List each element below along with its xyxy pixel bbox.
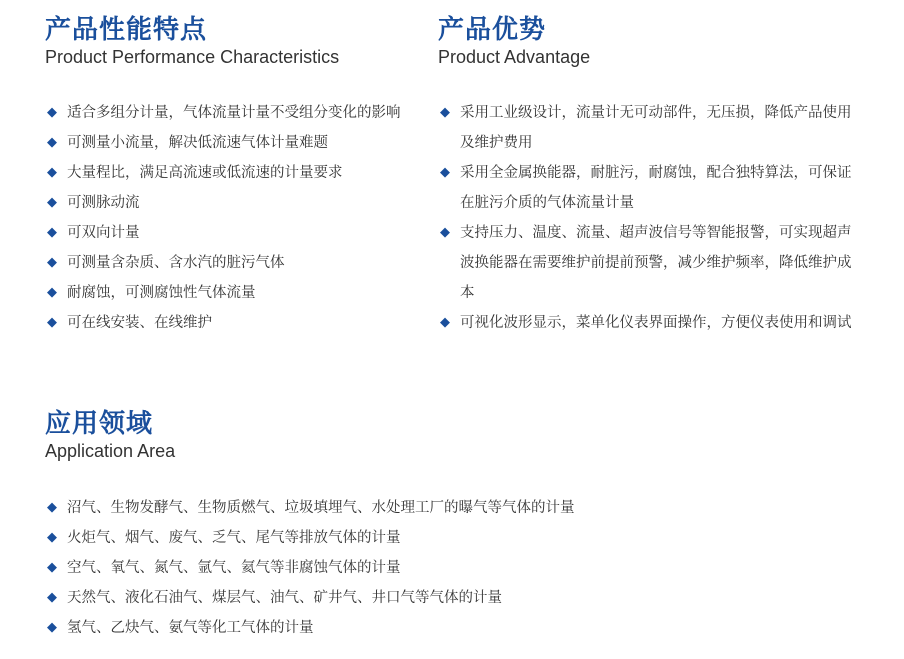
diamond-bullet-icon: ◆ [47,620,57,635]
list-item [47,493,847,523]
list-item [47,188,417,218]
diamond-bullet-icon: ◆ [440,225,450,240]
list-item [440,308,852,338]
list-item-text: 支持压力、温度、流量、超声波信号等智能报警，可实现超声波换能器在需要维护前提前预警，减少维护频率，降低维护成本 [460,225,852,301]
application-title-en: Application Area [45,441,176,461]
diamond-bullet-icon: ◆ [47,285,57,300]
list-item [47,98,417,128]
list-item [47,553,847,583]
diamond-bullet-icon: ◆ [440,165,450,180]
diamond-bullet-icon: ◆ [47,530,57,545]
list-item-text: 采用工业级设计，流量计无可动部件，无压损，降低产品使用及维护费用 [460,105,852,151]
diamond-bullet-icon: ◆ [47,225,57,240]
features-title-cn: 产品性能特点 [45,15,208,45]
diamond-bullet-icon: ◆ [47,135,57,150]
list-item [47,523,847,553]
list-item [440,98,852,158]
list-item-text: 火炬气、烟气、废气、乏气、尾气等排放气体的计量 [67,530,401,546]
list-item-text: 可视化波形显示，菜单化仪表界面操作，方便仪表使用和调试 [460,315,852,331]
list-item-text: 沼气、生物发酵气、生物质燃气、垃圾填埋气、水处理工厂的曝气等气体的计量 [67,500,575,516]
diamond-bullet-icon: ◆ [47,255,57,270]
application-section-header [45,408,845,462]
list-item-text: 可测脉动流 [67,195,140,211]
list-item-text: 可测量小流量，解决低流速气体计量难题 [67,135,328,151]
list-item-text: 氢气、乙炔气、氨气等化工气体的计量 [67,620,314,636]
list-item-text: 可在线安装、在线维护 [67,315,212,331]
list-item [47,308,417,338]
advantage-list [440,98,852,338]
list-item [47,278,417,308]
diamond-bullet-icon: ◆ [440,105,450,120]
list-item-text: 可双向计量 [67,225,140,241]
list-item [440,218,852,308]
list-item [47,248,417,278]
advantage-section-header [438,14,858,68]
list-item-text: 适合多组分计量，气体流量计量不受组分变化的影响 [67,105,401,121]
diamond-bullet-icon: ◆ [47,105,57,120]
list-item [47,583,847,613]
diamond-bullet-icon: ◆ [47,165,57,180]
list-item-text: 可测量含杂质、含水汽的脏污气体 [67,255,285,271]
features-title-en: Product Performance Characteristics [45,47,340,67]
diamond-bullet-icon: ◆ [47,195,57,210]
diamond-bullet-icon: ◆ [440,315,450,330]
list-item [47,218,417,248]
diamond-bullet-icon: ◆ [47,560,57,575]
features-section-header [45,14,425,68]
list-item-text: 空气、氧气、氮气、氩气、氦气等非腐蚀气体的计量 [67,560,401,576]
list-item [47,128,417,158]
list-item-text: 耐腐蚀，可测腐蚀性气体流量 [67,285,256,301]
features-list [47,98,417,338]
diamond-bullet-icon: ◆ [47,590,57,605]
application-title-cn: 应用领域 [45,409,154,439]
list-item-text: 天然气、液化石油气、煤层气、油气、矿井气、井口气等气体的计量 [67,590,502,606]
list-item-text: 大量程比，满足高流速或低流速的计量要求 [67,165,343,181]
advantage-title-en: Product Advantage [438,47,591,67]
list-item [47,613,847,643]
list-item [47,158,417,188]
application-list [47,493,847,643]
diamond-bullet-icon: ◆ [47,500,57,515]
list-item [440,158,852,218]
advantage-title-cn: 产品优势 [438,15,547,45]
diamond-bullet-icon: ◆ [47,315,57,330]
list-item-text: 采用全金属换能器，耐脏污，耐腐蚀，配合独特算法，可保证在脏污介质的气体流量计量 [460,165,852,211]
